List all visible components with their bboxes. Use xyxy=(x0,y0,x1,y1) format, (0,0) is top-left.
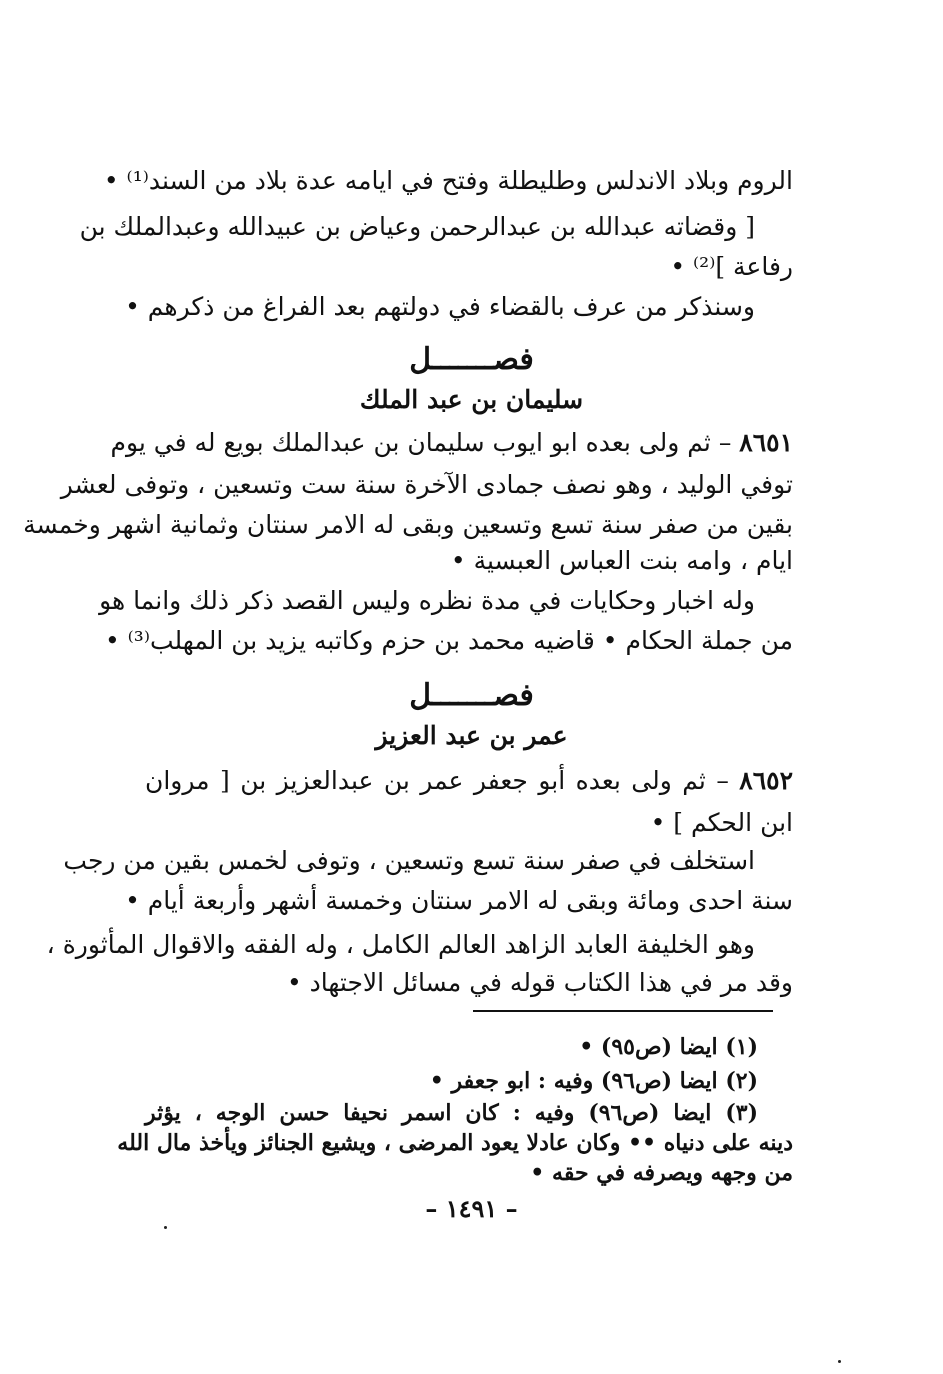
text-line: بقين من صفر سنة تسع وتسعين وبقى له الامر سنتان وثمانية اشهر وخمسة xyxy=(23,510,793,539)
section-heading xyxy=(0,340,943,380)
scan-speck xyxy=(164,1226,167,1229)
section-heading xyxy=(0,676,943,716)
text-line: الروم وبلاد الاندلس وطليطلة وفتح في ايامه عدة بلاد من السند⁽¹⁾ • xyxy=(103,166,793,195)
section-title: سليمان بن عبد الملك xyxy=(359,385,584,414)
footnote: (١) ايضا (ص٩٥) • xyxy=(579,1034,758,1060)
entry-text: – ثم ولى بعده أبو جعفر عمر بن عبدالعزيز بن [ مروان xyxy=(145,766,729,795)
text-line: [ وقضاته عبدالله بن عبدالرحمن وعياض بن عبيدالله وعبدالملك بن xyxy=(79,212,755,241)
text-line: ابن الحكم ] • xyxy=(650,808,793,837)
section-title: عمر بن عبد العزيز xyxy=(375,721,568,750)
entry-first-line xyxy=(110,422,793,464)
text-line: سنة احدى ومائة وبقى له الامر سنتان وخمسة أشهر وأربعة أيام • xyxy=(125,886,793,915)
entry-text: – ثم ولى بعده ابو ايوب سليمان بن عبدالملك بويع له في يوم xyxy=(110,428,732,457)
footnote: (٣) ايضا (ص٩٦) وفيه : كان اسمر نحيفا حسن الوجه ، يؤثر xyxy=(145,1100,758,1126)
text-line: توفي الوليد ، وهو نصف جمادى الآخرة سنة ست وتسعين ، وتوفى لعشر xyxy=(60,470,793,499)
scan-speck xyxy=(838,1360,841,1363)
footnote-continuation: من وجهه ويصرفه في حقه • xyxy=(530,1160,793,1186)
footnote: (٢) ايضا (ص٩٦) وفيه : ابو جعفر • xyxy=(429,1068,758,1094)
entry-number: ٨٦٥١ xyxy=(739,428,793,457)
text-line: وقد مر في هذا الكتاب قوله في مسائل الاجتهاد • xyxy=(286,968,793,997)
text-line: استخلف في صفر سنة تسع وتسعين ، وتوفى لخمس بقين من رجب xyxy=(63,846,755,875)
page-number: – ١٤٩١ – xyxy=(425,1194,518,1223)
text-line: من جملة الحكام • قاضيه محمد بن حزم وكاتبه يزيد بن المهلب⁽³⁾ • xyxy=(104,626,793,655)
entry-number: ٨٦٥٢ xyxy=(739,766,793,795)
footnote-divider xyxy=(473,1010,773,1012)
footnote-continuation: دينه على دنياه •• وكان عادلا يعود المرضى ، ويشيع الجنائز ويأخذ مال الله xyxy=(117,1130,793,1156)
text-line: وهو الخليفة العابد الزاهد العالم الكامل ، وله الفقه والاقوال المأثورة ، xyxy=(46,930,755,959)
section-heading-text: فصـــــــل xyxy=(409,678,534,713)
text-line: وله اخبار وحكايات في مدة نظره وليس القصد ذكر ذلك وانما هو xyxy=(99,586,755,615)
text-line: رفاعة ]⁽²⁾ • xyxy=(670,252,793,281)
entry-first-line xyxy=(145,760,793,802)
text-line: وسنذكر من عرف بالقضاء في دولتهم بعد الفراغ من ذكرهم • xyxy=(125,292,755,321)
section-heading-text: فصـــــــل xyxy=(409,342,534,377)
text-line: ايام ، وامه بنت العباس العبسية • xyxy=(450,546,793,575)
